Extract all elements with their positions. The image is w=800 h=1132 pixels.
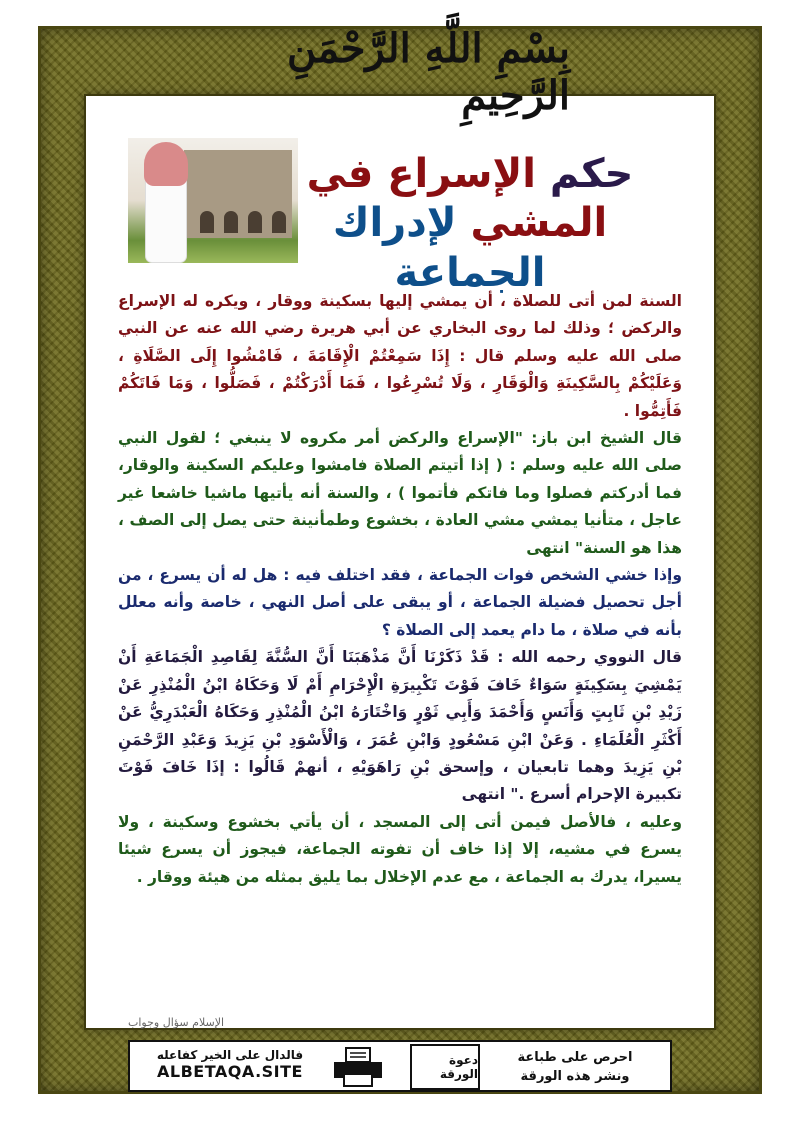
paragraph: قال النووي رحمه الله : قَدْ ذَكَرْنَا أَنَّ مَذْهَبَنَا أَنَّ السُّنَّةَ لِقَاصِدِ الْجَمَاعَةِ أَنْ يَمْشِيَ بِسَكِينَةٍ سَوَاءٌ خَافَ فَوْتَ تَكْبِيرَةِ الْإِحْرَامِ أَمْ لَا وَحَكَاهُ ابْنُ الْمُنْذِرِ عَنْ زَيْدِ بْنِ ثَابِتٍ وَأَنَسٍ وَأَحْمَدَ وَأَبِي ثَوْرٍ وَاخْتَارَهُ ابْنُ الْمُنْذِرِ وَحَكَاهُ الْعَبْدَرِيُّ عَنْ أَكْثَرِ الْعُلَمَاءِ . وَعَنْ ابْنِ مَسْعُودٍ وَابْنِ عُمَرَ ، وَالْأَسْوَدِ بْنِ يَزِيدَ وَعَبْدِ الرَّحْمَنِ بْنِ يَزِيدَ وهما تابعيان ، وإسحق بْنِ رَاهَوَيْهِ ، أنهمْ قَالُوا : إذَا خَافَ فَوْتَ تكبيرة الإحرام أسرع ." انتهى — [118, 648, 682, 804]
title-word: الإسراع — [387, 151, 536, 197]
footer-banner — [128, 1040, 672, 1092]
site-link[interactable]: ALBETAQA.SITE — [157, 1062, 303, 1081]
print-note-line: ونشر هذه الورقة — [520, 1069, 630, 1084]
dawa-logo: دعوة الورقة — [410, 1044, 480, 1090]
title-word: في — [306, 151, 374, 197]
paragraph: السنة لمن أتى للصلاة ، أن يمشي إليها بسكينة ووقار ، ويكره له الإسراع والركض ؛ وذلك لما روى البخاري عن أبي هريرة رضي الله عنه عن النبي صلى الله عليه وسلم قال : إِذَا سَمِعْتُمْ الْإِقَامَةَ ، فَامْشُوا إِلَى الصَّلَاةِ ، وَعَلَيْكُمْ بِالسَّكِينَةِ وَالْوَقَارِ ، وَلَا تُسْرِعُوا ، فَمَا أَدْرَكْتُمْ ، فَصَلُّوا ، وَمَا فَاتَكُمْ فَأَتِمُّوا . — [118, 292, 682, 420]
red-headscarf — [144, 142, 188, 186]
page-title — [260, 150, 680, 298]
title-word: حكم — [549, 151, 634, 197]
arch — [224, 211, 238, 233]
title-word: المشي — [470, 200, 608, 246]
paragraph: وعليه ، فالأصل فيمن أتى إلى المسجد ، أن يأتي بخشوع وسكينة ، ولا يسرع في مشيه، إلا إذا خاف أن تفوته الجماعة، فيجوز أن يسرع شيئا يسيرا، يدرك به الجماعة ، مع عدم الإخلال بما يليق بمثله من هيئة ووقار . — [118, 812, 682, 886]
paragraph: قال الشيخ ابن باز: "الإسراع والركض أمر مكروه لا ينبغي ؛ لقول النبي صلى الله عليه وسلم : ( إذا أتيتم الصلاة فامشوا وعليكم السكينة والوقار، فما أدركتم فصلوا وما فاتكم فأتموا ) ، والسنة أنه يأتيها ماشيا خاشعا غير عاجل ، متأنيا يمشي مشي العادة ، بخشوع وطمأنينة حتى يصل إلى الصف ، هذا هو السنة" انتهى — [118, 429, 682, 557]
footer-print-note — [490, 1048, 660, 1086]
basmala-calligraphy: بِسْمِ اللَّهِ الرَّحْمَنِ الرَّحِيمِ — [287, 25, 570, 119]
footer-site — [140, 1048, 320, 1081]
source-credit: الإسلام سؤال وجواب — [128, 1016, 225, 1029]
title-line-1 — [260, 150, 680, 198]
footer-motto: فالدال على الخير كفاعله — [156, 1048, 304, 1062]
arch — [200, 211, 214, 233]
printer-icon — [330, 1046, 386, 1088]
print-note-line: احرص على طباعة — [517, 1050, 633, 1065]
article-body — [118, 288, 682, 891]
paragraph: وإذا خشي الشخص فوات الجماعة ، فقد اختلف فيه : هل له أن يسرع ، من أجل تحصيل فضيلة الجماعة ، أو يبقى على أصل النهي ، خاصة وأنه معلل بأنه في صلاة ، ما دام يعمد إلى الصلاة ؟ — [118, 566, 682, 639]
title-line-2 — [260, 198, 680, 298]
title-word: لإدراك الجماعة — [332, 200, 546, 296]
